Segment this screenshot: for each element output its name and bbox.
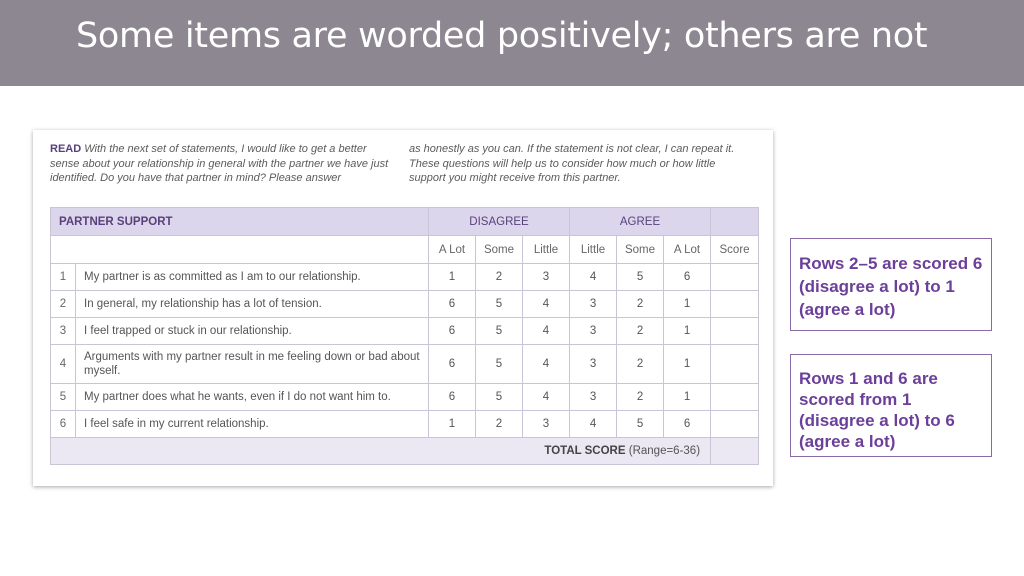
table-row	[51, 318, 759, 345]
scale-value: 4	[523, 345, 570, 384]
header-blank-left	[51, 236, 429, 264]
note-rows-2-5: Rows 2–5 are scored 6 (disagree a lot) to 1 (agree a lot)	[790, 238, 992, 331]
scale-value: 5	[476, 345, 523, 384]
scale-value: 2	[617, 384, 664, 411]
scale-value: 1	[664, 291, 711, 318]
scale-value: 6	[664, 264, 711, 291]
scale-value: 6	[429, 291, 476, 318]
row-statement: I feel safe in my current relationship.	[76, 411, 429, 438]
scale-value: 1	[664, 318, 711, 345]
row-number: 3	[51, 318, 76, 345]
total-row	[51, 438, 759, 465]
scale-value: 2	[617, 291, 664, 318]
scale-value: 5	[476, 384, 523, 411]
score-header: Score	[711, 236, 759, 264]
scale-value: 5	[617, 411, 664, 438]
slide-title: Some items are worded positively; others are not	[76, 16, 928, 56]
scale-value: 3	[570, 291, 617, 318]
table-row	[51, 264, 759, 291]
table-row	[51, 384, 759, 411]
scale-header: Some	[617, 236, 664, 264]
scale-value: 2	[617, 318, 664, 345]
row-statement: Arguments with my partner result in me feeling down or bad about myself.	[76, 345, 429, 384]
instructions-right: as honestly as you can. If the statement is not clear, I can repeat it. These questions will help us to consider how much or how little support you might receive from this partner.	[409, 143, 735, 184]
scale-value: 4	[570, 264, 617, 291]
instructions-left-text: With the next set of statements, I would like to get a better sense about your relationship in general with the partner we have just identified. Do you have that partner in mind? Please answer	[50, 143, 389, 184]
scale-value: 4	[570, 411, 617, 438]
row-number: 6	[51, 411, 76, 438]
total-label-text: TOTAL SCORE	[544, 445, 626, 457]
title-bar	[0, 0, 1024, 86]
scale-value: 2	[617, 345, 664, 384]
scale-value: 5	[617, 264, 664, 291]
scale-value: 3	[570, 345, 617, 384]
scale-header: A Lot	[429, 236, 476, 264]
scale-value: 6	[429, 384, 476, 411]
row-statement: In general, my relationship has a lot of tension.	[76, 291, 429, 318]
total-range: (Range=6-36)	[628, 445, 701, 457]
header-blank	[711, 208, 759, 236]
score-cell[interactable]	[711, 384, 759, 411]
scale-value: 1	[664, 345, 711, 384]
row-statement: My partner does what he wants, even if I do not want him to.	[76, 384, 429, 411]
row-number: 4	[51, 345, 76, 384]
scale-value: 4	[523, 291, 570, 318]
scale-value: 1	[429, 411, 476, 438]
score-cell[interactable]	[711, 411, 759, 438]
scale-header: Some	[476, 236, 523, 264]
scale-value: 3	[570, 318, 617, 345]
partner-support-card	[33, 130, 773, 486]
scale-value: 6	[429, 345, 476, 384]
scale-value: 3	[523, 264, 570, 291]
header-row-scale	[51, 236, 759, 264]
scale-value: 1	[429, 264, 476, 291]
score-cell[interactable]	[711, 345, 759, 384]
scale-value: 6	[664, 411, 711, 438]
note-rows-1-6: Rows 1 and 6 are scored from 1 (disagree a lot) to 6 (agree a lot)	[790, 354, 992, 457]
partner-support-table	[50, 207, 759, 465]
header-row-groups	[51, 208, 759, 236]
score-cell[interactable]	[711, 291, 759, 318]
score-cell[interactable]	[711, 318, 759, 345]
instructions-left	[50, 142, 390, 186]
scale-value: 4	[523, 384, 570, 411]
scale-value: 1	[664, 384, 711, 411]
table-title: PARTNER SUPPORT	[51, 208, 429, 236]
table-row	[51, 411, 759, 438]
row-statement: My partner is as committed as I am to our relationship.	[76, 264, 429, 291]
score-cell[interactable]	[711, 264, 759, 291]
agree-header: AGREE	[570, 208, 711, 236]
scale-value: 3	[570, 384, 617, 411]
scale-value: 2	[476, 411, 523, 438]
total-score-label	[51, 438, 711, 465]
scale-header: Little	[523, 236, 570, 264]
row-number: 1	[51, 264, 76, 291]
row-number: 2	[51, 291, 76, 318]
total-score-cell[interactable]	[711, 438, 759, 465]
row-number: 5	[51, 384, 76, 411]
scale-value: 5	[476, 318, 523, 345]
disagree-header: DISAGREE	[429, 208, 570, 236]
scale-header: Little	[570, 236, 617, 264]
scale-value: 3	[523, 411, 570, 438]
table-row	[51, 345, 759, 384]
table-row	[51, 291, 759, 318]
scale-value: 4	[523, 318, 570, 345]
row-statement: I feel trapped or stuck in our relationship.	[76, 318, 429, 345]
scale-value: 6	[429, 318, 476, 345]
read-label: READ	[50, 143, 82, 155]
scale-header: A Lot	[664, 236, 711, 264]
scale-value: 5	[476, 291, 523, 318]
scale-value: 2	[476, 264, 523, 291]
